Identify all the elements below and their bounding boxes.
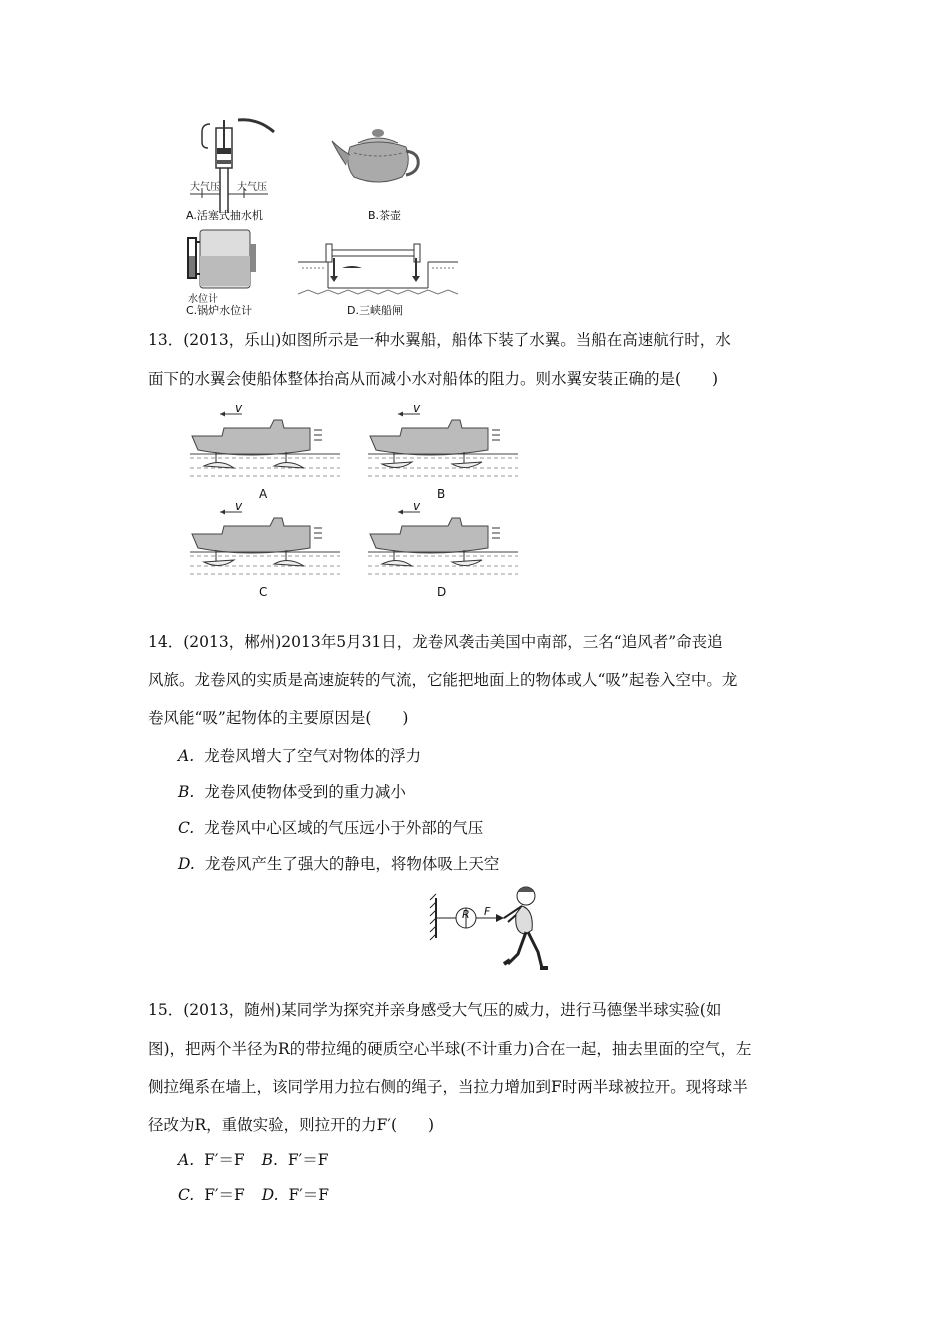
option-key: B. — [261, 1151, 278, 1169]
velocity-label-a: v — [235, 401, 243, 415]
velocity-label-c: v — [235, 499, 243, 513]
option-key: A. — [178, 1151, 195, 1169]
atm-pressure-label-left: 大气压 — [190, 182, 220, 193]
velocity-label-d: v — [413, 499, 421, 513]
q15-option-row-1 — [178, 1150, 328, 1170]
caption-d: D.三峡船闸 — [347, 304, 403, 317]
option-label-d: D — [437, 585, 447, 599]
option-key: A. — [178, 747, 195, 765]
q15-line-4: 径改为R，重做实验，则拉开的力F′( ) — [148, 1116, 435, 1134]
boat-d-figure — [368, 506, 518, 576]
velocity-label-b: v — [413, 401, 421, 415]
option-key: C. — [178, 819, 195, 837]
q14-option-d — [178, 854, 499, 874]
q14-option-b — [178, 782, 406, 802]
gauge-label: 水位计 — [188, 294, 218, 305]
q14-option-a — [178, 746, 421, 766]
caption-c: C.锅炉水位计 — [186, 304, 253, 317]
q15-line-2: 图)，把两个半径为R的带拉绳的硬质空心半球(不计重力)合在一起，抽去里面的空气，左 — [148, 1040, 752, 1058]
option-text: F′＝F — [287, 1151, 329, 1169]
q13-line-1: 13．(2013，乐山)如图所示是一种水翼船，船体下装了水翼。当船在高速航行时，水 — [148, 331, 731, 349]
boat-c-figure — [190, 506, 340, 576]
q13-line-2: 面下的水翼会使船体整体抬高从而减小水对船体的阻力。则水翼安装正确的是( ) — [148, 370, 719, 388]
magdeburg-hemisphere-figure — [430, 882, 580, 982]
boat-b-figure — [368, 408, 518, 478]
q15-option-row-2 — [178, 1185, 329, 1205]
atm-pressure-label-right: 大气压 — [237, 182, 267, 193]
ship-lock-figure — [298, 238, 458, 298]
force-label: F — [484, 905, 491, 918]
caption-a: A.活塞式抽水机 — [186, 209, 263, 222]
caption-b: B.茶壶 — [368, 209, 402, 222]
option-key: C. — [178, 1186, 195, 1204]
option-text: 龙卷风中心区域的气压远小于外部的气压 — [204, 819, 484, 837]
option-key: B. — [178, 783, 195, 801]
option-text: 龙卷风增大了空气对物体的浮力 — [204, 747, 422, 765]
option-text: F′＝F — [288, 1186, 330, 1204]
option-text: F′＝F — [204, 1151, 245, 1169]
boiler-gauge-figure — [186, 226, 266, 296]
option-text: 龙卷风使物体受到的重力减小 — [204, 783, 406, 801]
boat-a-figure — [190, 408, 340, 478]
q14-option-c — [178, 818, 483, 838]
teapot-figure — [330, 125, 430, 195]
q15-line-1: 15．(2013，随州)某同学为探究并亲身感受大气压的威力，进行马德堡半球实验(如 — [148, 1001, 722, 1019]
q14-line-2: 风旅。龙卷风的实质是高速旋转的气流，它能把地面上的物体或人“吸”起卷入空中。龙 — [148, 671, 738, 689]
q14-line-3: 卷风能“吸”起物体的主要原因是( ) — [148, 709, 409, 727]
option-key: D. — [261, 1186, 279, 1204]
option-text: F′＝F — [204, 1186, 245, 1204]
option-text: 龙卷风产生了强大的静电，将物体吸上天空 — [204, 855, 500, 873]
q14-line-1: 14．(2013，郴州)2013年5月31日，龙卷风袭击美国中南部，三名“追风者”命丧追 — [148, 633, 723, 651]
option-label-a: A — [259, 487, 268, 501]
option-key: D. — [178, 855, 195, 873]
option-label-b: B — [437, 487, 446, 501]
piston-pump-figure — [188, 118, 288, 213]
q15-line-3: 侧拉绳系在墙上，该同学用力拉右侧的绳子，当拉力增加到F时两半球被拉开。现将球半 — [148, 1078, 748, 1096]
option-label-c: C — [259, 585, 268, 599]
radius-label: R — [462, 908, 470, 921]
